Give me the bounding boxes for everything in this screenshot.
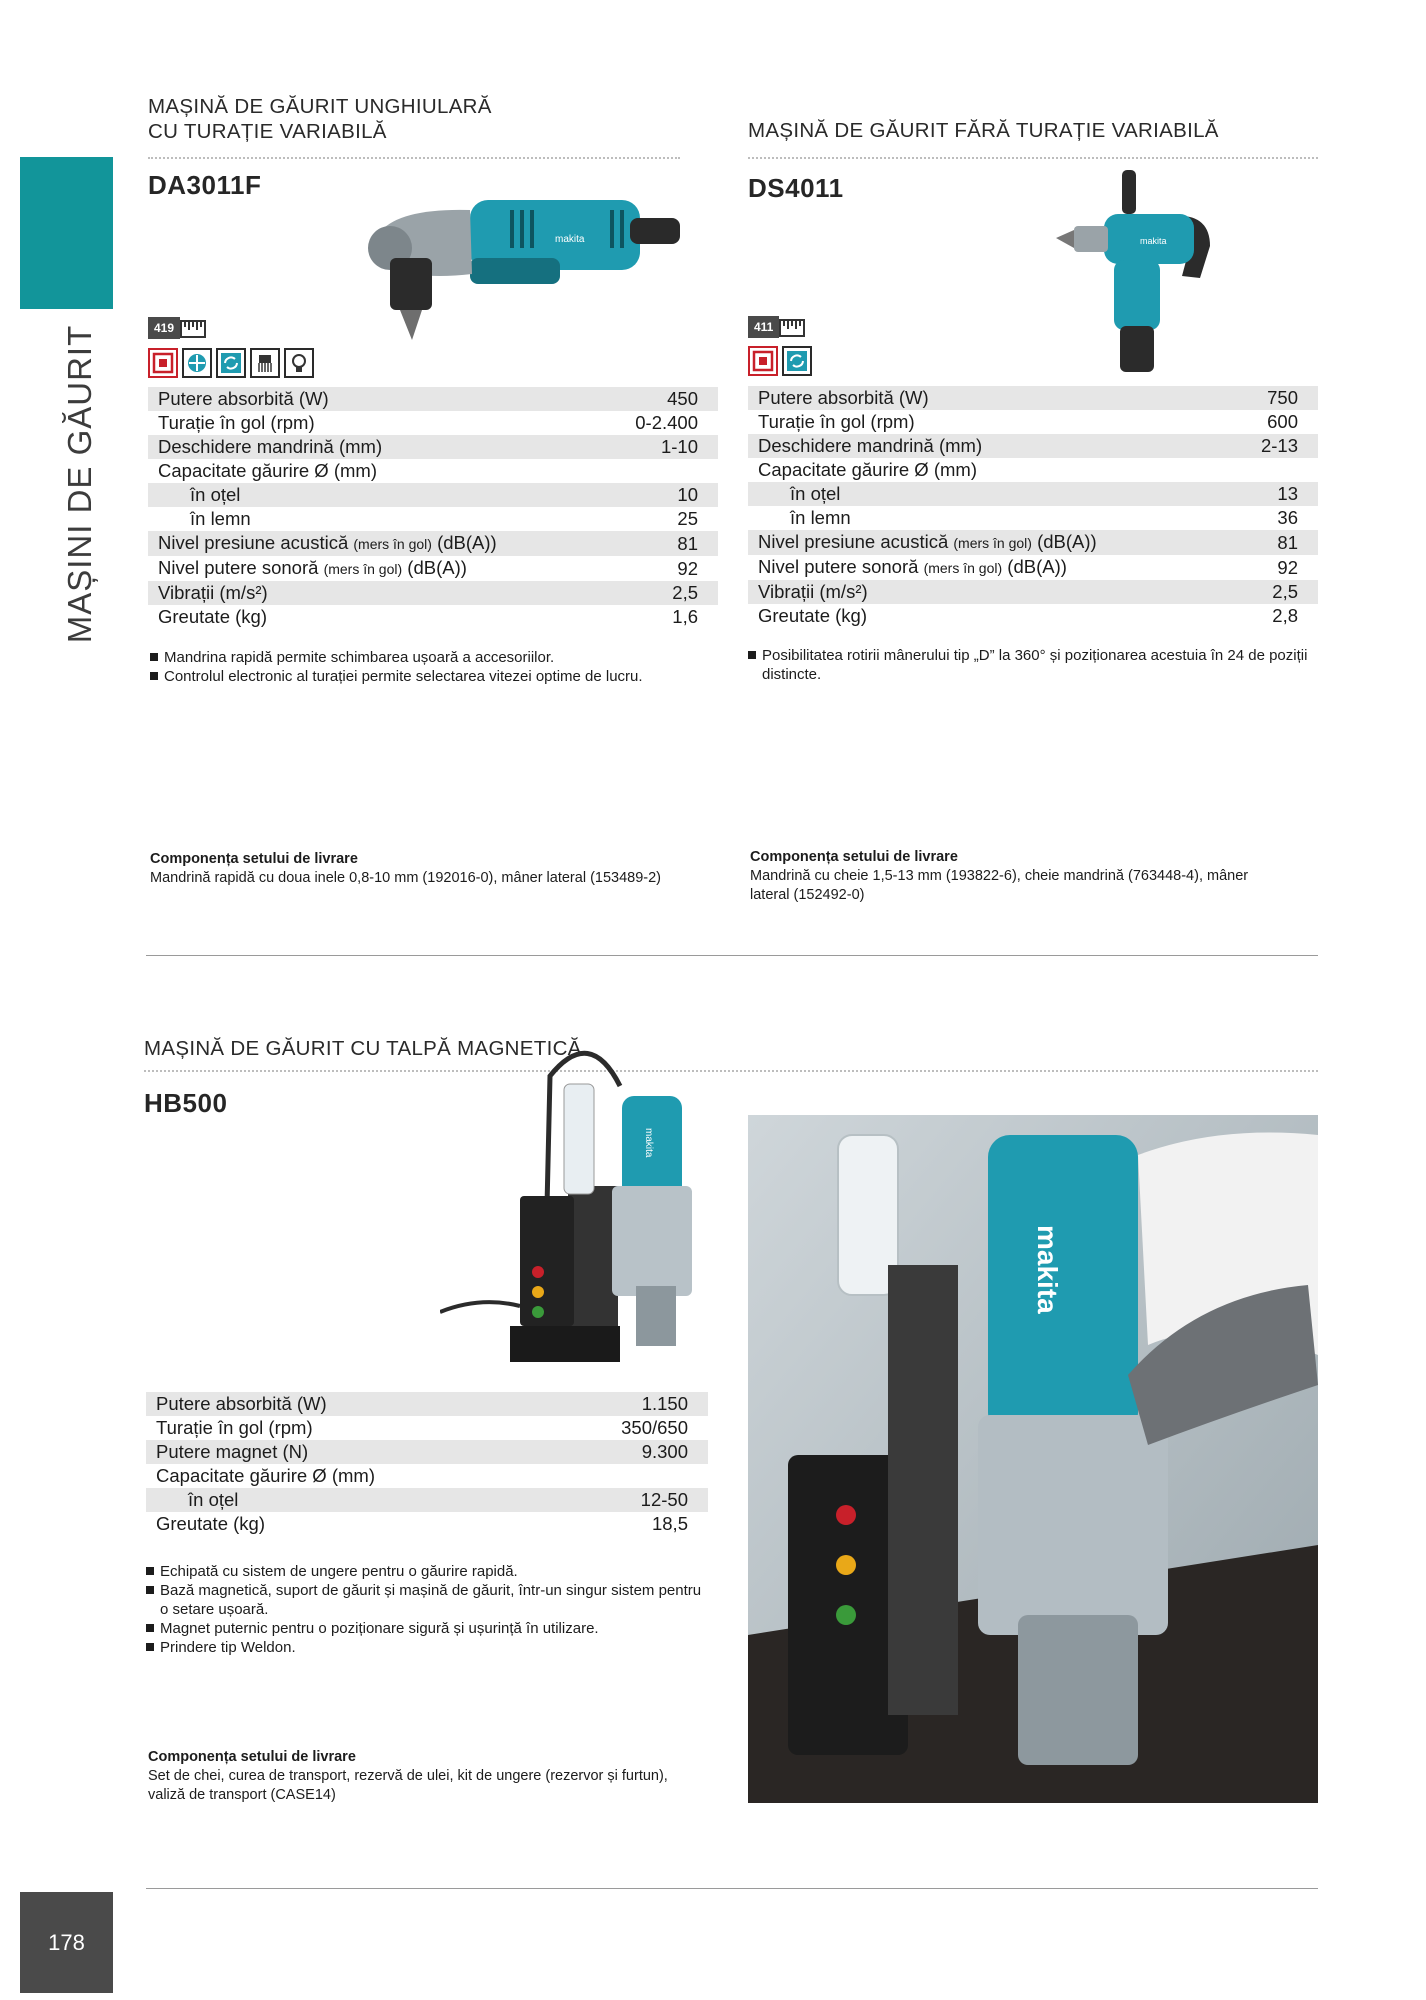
section-divider	[146, 955, 1318, 956]
feature-bullets-hb500	[146, 1562, 708, 1657]
spec-row: Capacitate găurire Ø (mm)	[758, 459, 977, 480]
delivery-kit-da3011f: Componența setului de livrare Mandrină rapidă cu doua inele 0,8-10 mm (192016-0), mâner lateral (153489-2)	[150, 851, 662, 886]
magnetic-drill-image	[440, 1036, 710, 1368]
bullet-item: Posibilitatea rotirii mânerului tip „D” la 360° și poziționarea acestuia în 24 de poziții distincte.	[748, 646, 1308, 684]
spec-row: în lemn 25	[190, 508, 698, 529]
sidebar-accent-tab	[20, 157, 113, 309]
spec-row: Greutate (kg) 18,5	[156, 1513, 688, 1534]
angle-drill-image	[360, 188, 686, 346]
spec-row: Putere absorbită (W) 450	[148, 387, 718, 411]
feature-icons-da3011f	[148, 348, 314, 378]
spec-row: în oțel 10	[148, 483, 718, 507]
page-number: 178	[20, 1892, 113, 1993]
model-name-hb500: HB500	[144, 1088, 228, 1118]
light-bulb-icon	[284, 348, 314, 378]
spec-row: Putere absorbită (W) 1.150	[146, 1392, 708, 1416]
makita-logo: makita	[643, 1128, 654, 1158]
feature-icons-ds4011	[748, 346, 812, 376]
feature-bullets-da3011f	[150, 648, 710, 686]
spec-row: Turație în gol (rpm) 0-2.400	[158, 412, 698, 433]
spec-table-da3011f	[148, 387, 718, 629]
spec-row: Capacitate găurire Ø (mm)	[156, 1465, 375, 1486]
reversing-icon	[216, 348, 246, 378]
product-title-ds4011: MAȘINĂ DE GĂURIT FĂRĂ TURAȚIE VARIABILĂ	[748, 119, 1219, 142]
bullet-item: Controlul electronic al turației permite selectarea vitezei optime de lucru.	[150, 667, 710, 686]
product-title-da3011f: MAȘINĂ DE GĂURIT UNGHIULARĂ CU TURAȚIE VARIABILĂ	[148, 95, 492, 143]
model-name-ds4011: DS4011	[748, 173, 844, 203]
spec-row: Nivel putere sonoră (mers în gol) (dB(A)) 92	[158, 557, 698, 579]
spec-row: în lemn 36	[790, 507, 1298, 528]
spec-row: Deschidere mandrină (mm) 2-13	[748, 434, 1318, 458]
model-name-da3011f: DA3011F	[148, 170, 262, 200]
title-divider	[748, 157, 1318, 159]
bullet-item: Magnet puternic pentru o poziționare sigură și ușurință în utilizare.	[146, 1619, 708, 1638]
footer-divider	[146, 1888, 1318, 1889]
soft-start-icon	[148, 348, 178, 378]
electronic-speed-icon	[182, 348, 212, 378]
catalog-badge-411: 411	[748, 316, 805, 338]
brush-icon	[250, 348, 280, 378]
spec-row: Deschidere mandrină (mm) 1-10	[148, 435, 718, 459]
spec-row: Capacitate găurire Ø (mm)	[158, 460, 377, 481]
spec-row: Nivel putere sonoră (mers în gol) (dB(A)) 92	[758, 556, 1298, 578]
bullet-item: Echipată cu sistem de ungere pentru o găurire rapidă.	[146, 1562, 708, 1581]
bullet-item: Prindere tip Weldon.	[146, 1638, 708, 1657]
spec-row: Vibrații (m/s²) 2,5	[148, 581, 718, 605]
spec-table-ds4011	[748, 386, 1318, 628]
spec-row: în oțel 13	[748, 482, 1318, 506]
title-divider	[148, 157, 680, 159]
makita-logo: makita	[1140, 236, 1167, 246]
delivery-kit-hb500: Componența setului de livrare Set de chei, curea de transport, rezervă de ulei, kit de ungere (rezervor și furtun), valiză de transport (CASE14)	[148, 1749, 668, 1803]
reversing-icon	[782, 346, 812, 376]
spec-row: Vibrații (m/s²) 2,5	[748, 580, 1318, 604]
makita-logo: makita	[1032, 1225, 1063, 1314]
bullet-item: Mandrina rapidă permite schimbarea ușoară a accesoriilor.	[150, 648, 710, 667]
spec-row: Turație în gol (rpm) 600	[758, 411, 1298, 432]
meter-icon	[180, 317, 206, 339]
magnetic-drill-in-use-photo	[748, 1115, 1318, 1803]
catalog-badge-419: 419	[148, 317, 206, 339]
spec-row: Putere magnet (N) 9.300	[146, 1440, 708, 1464]
spec-row: Nivel presiune acustică (mers în gol) (dB(A)) 81	[748, 530, 1318, 555]
bullet-item: Bază magnetică, suport de găurit și mașină de găurit, într-un singur sistem pentru o setare ușoară.	[146, 1581, 708, 1619]
makita-logo: makita	[555, 234, 585, 245]
section-label: MAȘINI DE GĂURIT	[61, 324, 98, 644]
spec-table-hb500	[146, 1392, 708, 1536]
spec-row: Greutate (kg) 1,6	[158, 606, 698, 627]
spec-row: Putere absorbită (W) 750	[748, 386, 1318, 410]
title-divider	[144, 1070, 1318, 1072]
spec-row: Greutate (kg) 2,8	[758, 605, 1298, 626]
spec-row: Nivel presiune acustică (mers în gol) (dB(A)) 81	[148, 531, 718, 556]
drill-ds4011-image	[1050, 166, 1218, 376]
meter-icon	[779, 316, 805, 338]
product-title-hb500: MAȘINĂ DE GĂURIT CU TALPĂ MAGNETICĂ	[144, 1037, 582, 1060]
soft-start-icon	[748, 346, 778, 376]
feature-bullets-ds4011	[748, 646, 1308, 684]
delivery-kit-ds4011: Componența setului de livrare Mandrină cu cheie 1,5-13 mm (193822-6), cheie mandrină (763448-4), mâner lateral (152492-0)	[750, 849, 1249, 903]
spec-row: Turație în gol (rpm) 350/650	[156, 1417, 688, 1438]
spec-row: în oțel 12-50	[146, 1488, 708, 1512]
